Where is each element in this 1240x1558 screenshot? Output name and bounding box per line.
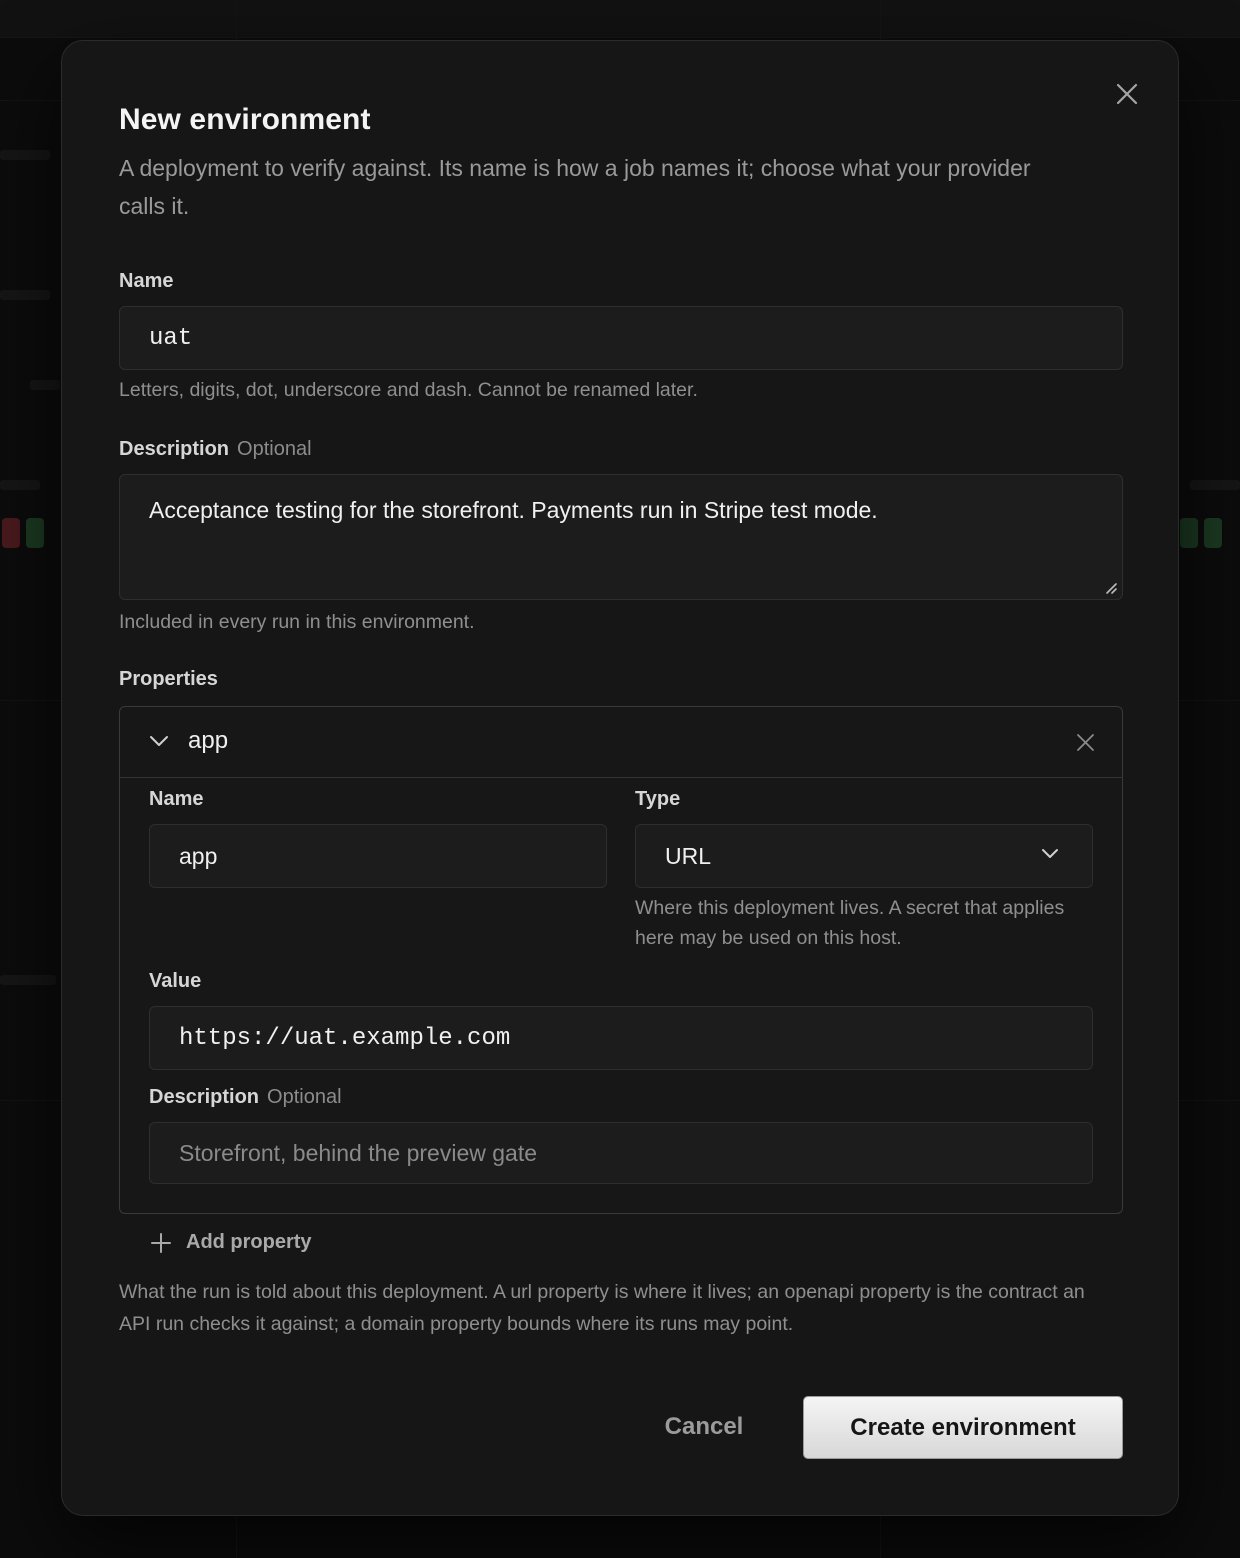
chevron-down-icon[interactable] <box>148 734 170 748</box>
property-card-header[interactable] <box>120 707 1122 778</box>
properties-label <box>119 668 218 691</box>
background-text <box>1190 480 1240 490</box>
new-environment-dialog <box>61 40 1179 1516</box>
properties-hint: What the run is told about this deployment. A url property is where it lives; an openapi property is the contract an API run checks it against; a domain property bounds where its runs may point. <box>119 1281 1085 1335</box>
property-value-text: https://uat.example.com <box>179 1024 511 1052</box>
description-textarea[interactable] <box>119 474 1123 600</box>
properties-label-text: Properties <box>119 668 218 690</box>
property-value-input[interactable] <box>149 1006 1093 1070</box>
dialog-subtitle: A deployment to verify against. Its name is how a job names it; choose what your provider calls it. <box>119 155 1031 219</box>
background-text <box>0 150 50 160</box>
property-description-label-text: Description <box>149 1086 260 1108</box>
resize-handle-icon[interactable] <box>1104 581 1118 595</box>
property-value-label: Value <box>149 970 202 992</box>
background-status-dot <box>1180 518 1198 548</box>
background-text <box>0 290 50 300</box>
name-input[interactable] <box>119 306 1123 370</box>
background-status-dot <box>26 518 44 548</box>
property-name-label: Name <box>149 788 204 810</box>
cancel-button[interactable]: Cancel <box>664 1413 744 1440</box>
property-type-label: Type <box>635 788 681 810</box>
add-property-label: Add property <box>186 1231 312 1253</box>
chevron-down-icon <box>1040 847 1060 861</box>
description-label <box>119 438 312 461</box>
property-description-label <box>149 1086 342 1109</box>
add-property-button[interactable] <box>150 1231 312 1254</box>
background-text <box>0 480 40 490</box>
background-topbar <box>0 0 1240 38</box>
description-textarea-value: Acceptance testing for the storefront. Payments run in Stripe test mode. <box>149 497 878 523</box>
dialog-title: New environment <box>119 103 371 136</box>
property-type-select[interactable] <box>635 824 1093 888</box>
description-label-text: Description <box>119 438 230 460</box>
background-text <box>0 975 56 985</box>
close-button[interactable] <box>1114 81 1140 107</box>
remove-property-icon[interactable] <box>1076 733 1095 752</box>
create-environment-button[interactable]: Create environment <box>803 1396 1123 1459</box>
property-name-value: app <box>179 842 218 869</box>
description-hint: Included in every run in this environment. <box>119 611 475 633</box>
property-description-placeholder: Storefront, behind the preview gate <box>179 1139 538 1166</box>
property-title: app <box>188 727 229 754</box>
name-label-text: Name <box>119 270 174 292</box>
background-status-dot <box>2 518 20 548</box>
background-status-dot <box>1204 518 1222 548</box>
property-type-value: URL <box>665 842 712 869</box>
plus-icon <box>150 1232 172 1254</box>
close-icon <box>1116 83 1138 105</box>
background-text <box>30 380 60 390</box>
description-optional-tag: Optional <box>237 438 312 460</box>
name-hint: Letters, digits, dot, underscore and dash. Cannot be renamed later. <box>119 379 698 401</box>
property-type-hint: Where this deployment lives. A secret that applies here may be used on this host. <box>635 897 1065 949</box>
property-name-input[interactable] <box>149 824 607 888</box>
name-label <box>119 270 173 293</box>
property-card-app <box>119 706 1123 1214</box>
property-description-input[interactable] <box>149 1122 1093 1184</box>
name-input-value: uat <box>149 324 193 352</box>
property-description-optional-tag: Optional <box>267 1086 342 1108</box>
